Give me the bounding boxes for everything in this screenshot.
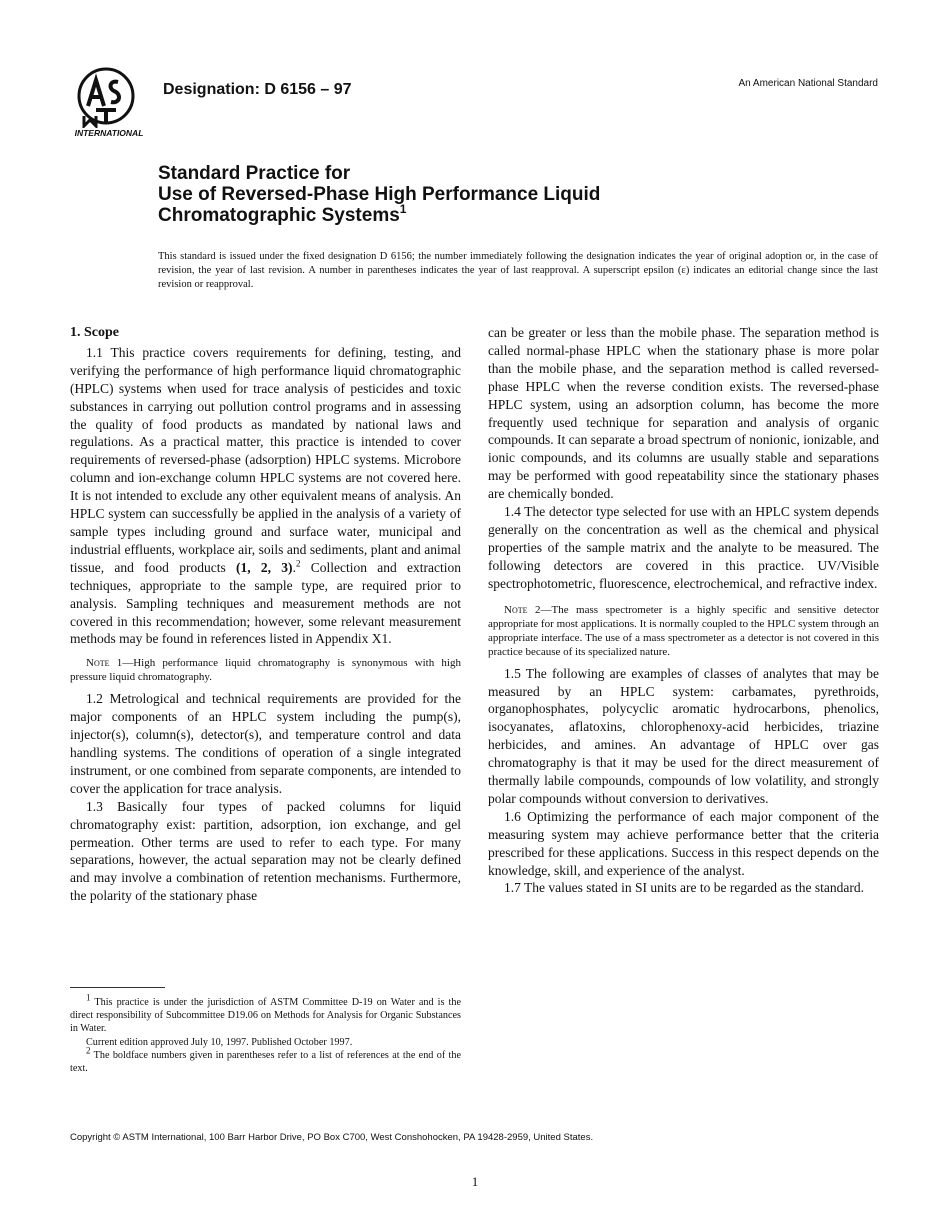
issued-note: This standard is issued under the fixed designation D 6156; the number immediately following the designation indicates the year of original adoption or, in the case of revision, the year of last revision. A number in parentheses indicates the year of last reapproval. A superscript epsilon (ε) indicates an editorial change since the last revision or reapproval. (158, 251, 878, 290)
left-column (70, 324, 461, 905)
footnote-1-number: 1 (86, 992, 91, 1003)
footnote-1 (70, 992, 461, 1036)
document-title (158, 163, 798, 226)
title-line-1: Standard Practice for (158, 163, 351, 184)
astm-logo (66, 66, 152, 140)
paragraph-1-1-rest: Collection and extraction techniques, appropriate to the sample type, are required prior to analysis. Sampling techniques and measurement methods are not covered in this recommendation; however, some relevant measurement methods may be found in references listed in Appendix X1. (70, 559, 461, 647)
title-line-3 (158, 201, 798, 226)
title-line-3-text: Chromatographic Systems (158, 205, 400, 226)
section-heading-scope: 1. Scope (70, 325, 119, 340)
footnote-2-number: 2 (86, 1045, 91, 1056)
svg-text:INTERNATIONAL: INTERNATIONAL (74, 128, 144, 138)
paragraph-1-3: 1.3 Basically four types of packed columns for liquid chromatography exist: partition, adsorption, ion exchange, and gel permeation. Other terms are used to refer to each type. For many separations, however, the actual separation may not be clearly defined and may involve a combination of retention mechanisms. Furthermore, the polarity of the stationary phase (70, 798, 461, 904)
paragraph-1-3-continued: can be greater or less than the mobile phase. The separation method is called normal-phase HPLC when the stationary phase is more polar than the mobile phase, and the separation method is called reversed-phase HPLC when the reverse condition exists. The reversed-phase HPLC system, using an adsorption column, has become the more frequently used technique for separation and analysis of organic compounds. It can separate a broad spectrum of nonionic, ionizable, and ionic compounds, and its columns are usually stable and separations may be performed with good repeatability since the stationary phases are chemically bonded. (488, 325, 879, 502)
note-2 (488, 603, 879, 659)
page-number: 1 (471, 1174, 479, 1189)
american-national-standard: An American National Standard (738, 78, 878, 89)
footnote-2 (70, 1045, 461, 1075)
paragraph-1-7: 1.7 The values stated in SI units are to be regarded as the standard. (504, 880, 865, 896)
note-1 (70, 656, 461, 684)
paragraph-1-1 (70, 344, 461, 648)
title-footnote-ref: 1 (399, 201, 407, 216)
paragraph-1-1-text: 1.1 This practice covers requirements for defining, testing, and verifying the performance of high performance liquid chromatographic (HPLC) systems when used for trace analysis of pesticides and toxic substances in carrying out pollution control programs and in assessing the quality of food products as mandated by national laws and regulations. As a practical matter, this practice is intended to cover requirements of reversed-phase (adsorption) HPLC systems. Microbore column and ion-exchange column HPLC systems are not covered here. It is not intended to exclude any other equivalent means of analysis. An HPLC system can successfully be applied in the analysis of a variety of sample types including ground and surface water, municipal and industrial effluents, workplace air, soils and sediments, plant and animal tissue, and food products (70, 344, 461, 575)
reference-numbers: (1, 2, 3) (236, 559, 293, 575)
designation: Designation: D 6156 – 97 (163, 81, 352, 98)
note-2-label: Note (504, 603, 528, 616)
footnote-2-text: The boldface numbers given in parentheses refer to a list of references at the end of the text. (70, 1049, 461, 1075)
astm-logo-icon (66, 66, 152, 140)
note-2-text: 2—The mass spectrometer is a highly specific and sensitive detector appropriate for most applications. It is normally coupled to the HPLC system through an appropriate interface. The use of a mass spectrometer as a detector is not covered in this practice because of its specialized nature. (488, 603, 879, 658)
footnote-1-edition: Current edition approved July 10, 1997. Published October 1997. (86, 1036, 353, 1048)
copyright-notice: Copyright © ASTM International, 100 Barr Harbor Drive, PO Box C700, West Conshohocken, PA 19428-2959, United States. (70, 1132, 594, 1143)
note-1-label: Note (86, 657, 110, 670)
paragraph-1-5: 1.5 The following are examples of classes of analytes that may be measured by an HPLC system: carbamates, pyrethroids, organophosphates, polycyclic aromatic hydrocarbons, phenolics, isocyanates, aflatoxins, chlorophenoxy-acid herbicides, triazine herbicides, and amines. An advantage of HPLC over gas chromatography is that it may be used for the direct measurement of thermally labile compounds, compounds of low volatility, and strongly polar compounds without conversion to derivatives. (488, 665, 879, 806)
paragraph-1-4: 1.4 The detector type selected for use with an HPLC system depends generally on the concentration as well as the chemical and physical properties of the sample matrix and the analyte to be measured. The following detectors are covered in this practice. UV/Visible spectrophotometric, fluorescence, electrochemical, and refractive index. (488, 504, 879, 591)
footnote-ref-2: 2 (295, 558, 301, 569)
footnote-divider (70, 987, 165, 988)
note-1-text: 1—High performance liquid chromatography is synonymous with high pressure liquid chromatography. (70, 657, 461, 684)
footnote-1-text: This practice is under the jurisdiction of ASTM Committee D-19 on Water and is the direct responsibility of Subcommittee D19.06 on Methods for Analysis for Organic Substances in Water. (70, 997, 461, 1035)
right-column (488, 324, 879, 897)
period: . (292, 559, 296, 575)
paragraph-1-2: 1.2 Metrological and technical requirements are provided for the major components of an HPLC system including the pump(s), injector(s), column(s), detector(s), and temperature control and data handling systems. The conditions of operation of a single integrated instrument, or one combined from separate components, are intended to cover the application for trace analysis. (70, 691, 461, 796)
title-line-2: Use of Reversed-Phase High Performance Liquid (158, 184, 601, 205)
footnotes (70, 992, 461, 1075)
paragraph-1-6: 1.6 Optimizing the performance of each major component of the measuring system may achieve performance better that the criteria prescribed for these applications. Success in this respect depends on the knowledge, skill, and experience of the analyst. (488, 808, 879, 878)
